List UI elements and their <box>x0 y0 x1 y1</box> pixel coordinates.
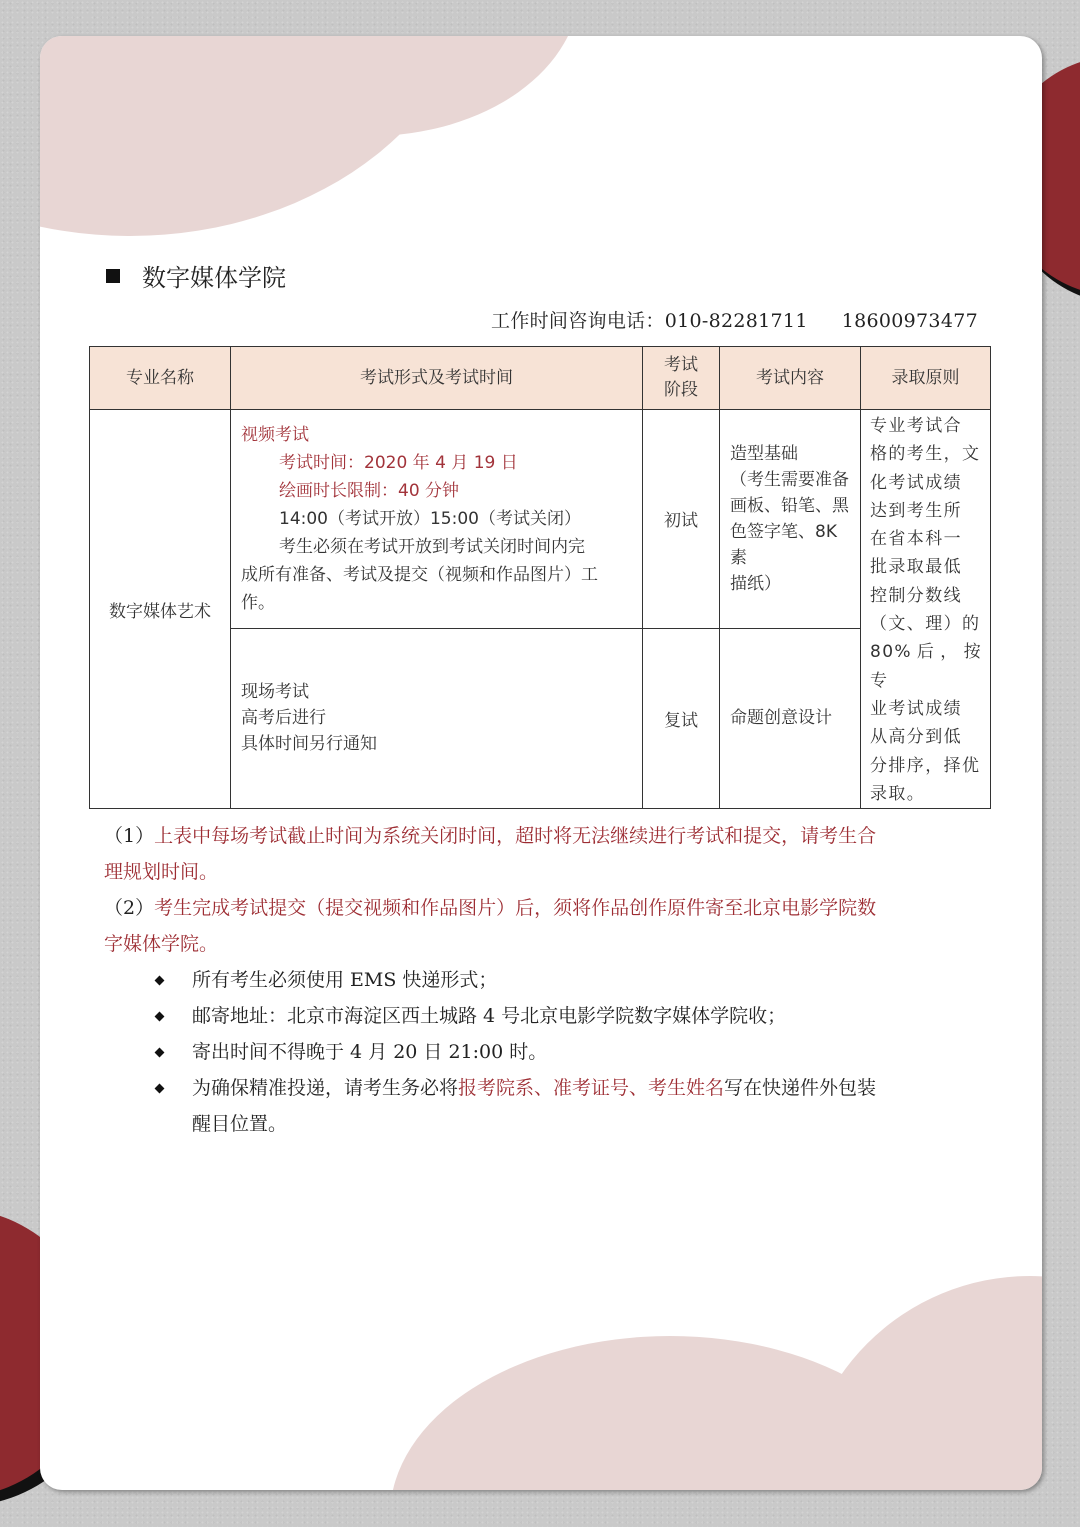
header-content: 考试内容 <box>720 347 861 410</box>
note-2-cont: 字媒体学院。 <box>104 933 219 955</box>
diamond-bullet-icon <box>155 976 165 986</box>
round1-content-detail: 描纸） <box>730 573 781 594</box>
header-stage: 考试 阶段 <box>643 347 720 410</box>
round1-stage: 初试 <box>643 410 720 629</box>
round1-note-2: 成所有准备、考试及提交（视频和作品图片）工 <box>241 564 598 585</box>
round2-stage: 复试 <box>643 628 720 808</box>
round1-date: 考试时间：2020 年 4 月 19 日 <box>279 452 518 473</box>
list-item: 为确保精准投递，请考生务必将报考院系、准考证号、考生姓名写在快递件外包装 醒目位置。 <box>104 1070 980 1142</box>
admission-principle-cell: 专业考试合 格的考生，文 化考试成绩 达到考生所 在省本科一 批录取最低 控制分数线 （文、理）的 80%后，按专 业考试成绩 从高分到低 分排序，择优 录取。 <box>861 410 991 809</box>
round2-title: 现场考试 <box>241 682 309 703</box>
round1-limit: 绘画时长限制：40 分钟 <box>279 480 460 501</box>
section-title-text: 数字媒体学院 <box>142 264 286 292</box>
round1-note: 考生必须在考试开放到考试关闭时间内完 <box>279 536 585 557</box>
round1-note-3: 作。 <box>241 592 275 613</box>
round1-window: 14:00（考试开放）15:00（考试关闭） <box>279 508 581 529</box>
document-page <box>40 36 1042 1490</box>
round1-content-detail: （考生需要准备 <box>730 469 849 490</box>
header-principle: 录取原则 <box>861 347 991 410</box>
header-form: 考试形式及考试时间 <box>231 347 643 410</box>
diamond-bullet-icon <box>155 1048 165 1058</box>
header-major: 专业名称 <box>90 347 231 410</box>
major-cell: 数字媒体艺术 <box>90 410 231 809</box>
exam-table <box>89 346 991 809</box>
table-header-row <box>90 347 991 410</box>
notes-bullet-list <box>104 962 980 1142</box>
contact-label: 工作时间咨询电话： <box>491 310 665 332</box>
notes-section <box>104 818 980 1142</box>
diamond-bullet-icon <box>155 1012 165 1022</box>
round1-title: 视频考试 <box>241 424 309 445</box>
round2-line1: 高考后进行 <box>241 708 326 729</box>
list-item: 邮寄地址：北京市海淀区西土城路 4 号北京电影学院数字媒体学院收； <box>104 998 980 1034</box>
round2-content: 命题创意设计 <box>720 628 861 808</box>
diamond-bullet-icon <box>155 1084 165 1094</box>
table-row <box>90 410 991 629</box>
round1-content-title: 造型基础 <box>730 443 798 464</box>
note-1: （1）上表中每场考试截止时间为系统关闭时间，超时将无法继续进行考试和提交，请考生合 <box>104 825 877 847</box>
section-title <box>106 258 286 293</box>
round2-line2: 具体时间另行通知 <box>241 734 377 755</box>
list-item: 寄出时间不得晚于 4 月 20 日 21:00 时。 <box>104 1034 980 1070</box>
contact-phone-1: 010-82281711 <box>664 310 808 332</box>
round1-content <box>720 410 861 629</box>
note-1-cont: 理规划时间。 <box>104 861 219 883</box>
round2-form-cell <box>231 628 643 808</box>
round1-content-detail: 色签字笔、8K 素 <box>730 521 837 568</box>
contact-line <box>491 306 978 333</box>
square-bullet-icon <box>106 269 120 283</box>
note-2: （2）考生完成考试提交（提交视频和作品图片）后，须将作品创作原件寄至北京电影学院数 <box>104 897 877 919</box>
list-item: 所有考生必须使用 EMS 快递形式； <box>104 962 980 998</box>
round1-form-cell <box>231 410 643 629</box>
round1-content-detail: 画板、铅笔、黑 <box>730 495 849 516</box>
contact-phone-2: 18600973477 <box>841 310 978 332</box>
